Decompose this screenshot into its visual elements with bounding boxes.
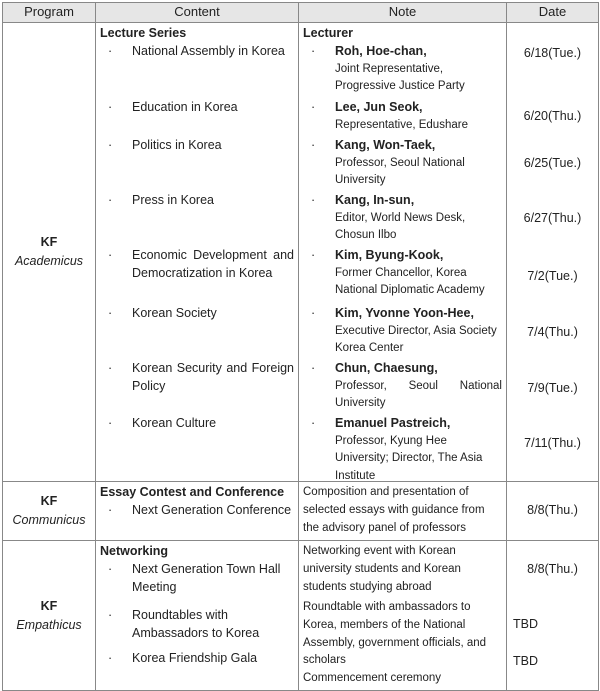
lecturer-title: Joint Representative, Progressive Justice Party xyxy=(335,62,465,93)
lecturer-name: Kang, Won-Taek, xyxy=(335,137,436,152)
bullet-icon: · xyxy=(108,650,113,665)
bullet-icon: · xyxy=(108,415,113,430)
content-item: Economic Development and Democratization in Korea xyxy=(132,247,294,280)
lecturer-name: Roh, Hoe-chan, xyxy=(335,43,427,58)
lecture-date: 7/4(Thu.) xyxy=(527,325,578,340)
content-item: Korea Friendship Gala xyxy=(132,650,258,665)
program-name: Empathicus xyxy=(16,617,82,632)
content-item: National Assembly in Korea xyxy=(132,43,285,58)
bullet-icon: · xyxy=(311,247,316,262)
note-text: Composition and presentation of selected essays with guidance from the advisory panel of professors xyxy=(303,486,485,534)
program-name: Academicus xyxy=(14,254,84,268)
bullet-icon: · xyxy=(311,192,316,207)
lecture-date: 7/11(Thu.) xyxy=(524,436,581,451)
communicus-content xyxy=(96,482,299,541)
lecture-date: 6/18(Tue.) xyxy=(523,46,582,61)
event-date: 8/8(Thu.) xyxy=(527,503,578,518)
lecturer-name: Kim, Yvonne Yoon-Hee, xyxy=(335,305,474,320)
lecturer-title: Former Chancellor, Korea National Diplomatic Academy xyxy=(335,266,485,297)
bullet-icon: · xyxy=(311,99,316,114)
academicus-content xyxy=(96,23,299,482)
lecturer-title: Editor, World News Desk, Chosun Ilbo xyxy=(335,211,466,242)
program-table xyxy=(2,2,599,691)
bullet-icon: · xyxy=(108,305,113,320)
lecturer-name: Kim, Byung-Kook, xyxy=(335,247,444,262)
event-date: TBD xyxy=(513,654,538,669)
bullet-icon: · xyxy=(108,247,113,262)
bullet-icon: · xyxy=(108,137,113,152)
lecturer-name: Lee, Jun Seok, xyxy=(335,99,423,114)
program-empathicus xyxy=(3,541,96,691)
lecturer-name: Kang, In-sun, xyxy=(335,192,415,207)
content-item: Next Generation Conference xyxy=(132,502,292,517)
bullet-icon: · xyxy=(311,137,316,152)
bullet-icon: · xyxy=(108,192,113,207)
lecture-date: 6/27(Thu.) xyxy=(523,211,582,226)
content-item: Education in Korea xyxy=(132,99,238,114)
bullet-icon: · xyxy=(108,502,113,517)
content-item: Roundtables with Ambassadors to Korea xyxy=(132,607,260,640)
lecturer-title: Executive Director, Asia Society Korea Center xyxy=(335,324,497,355)
content-item: Korean Culture xyxy=(132,415,217,430)
bullet-icon: · xyxy=(108,99,113,114)
program-name: Communicus xyxy=(12,513,86,527)
academicus-lecturers xyxy=(299,23,507,482)
bullet-icon: · xyxy=(108,607,113,622)
essay-contest-heading: Essay Contest and Conference xyxy=(100,485,285,499)
lecturer-heading: Lecturer xyxy=(303,26,354,40)
program-kf-label: KF xyxy=(40,598,58,613)
lecturer-title: Professor, Seoul National University xyxy=(335,379,502,410)
communicus-date xyxy=(507,482,599,541)
program-kf-label: KF xyxy=(40,494,58,509)
academicus-dates xyxy=(507,23,599,482)
communicus-note xyxy=(299,482,507,541)
lecturer-name: Chun, Chaesung, xyxy=(335,360,438,375)
program-kf-label: KF xyxy=(40,235,58,250)
bullet-icon: · xyxy=(311,305,316,320)
bullet-icon: · xyxy=(108,43,113,58)
empathicus-dates xyxy=(507,541,599,691)
networking-heading: Networking xyxy=(100,544,169,558)
bullet-icon: · xyxy=(311,415,316,430)
content-item: Korean Society xyxy=(132,305,217,320)
header-note: Note xyxy=(299,3,507,23)
bullet-icon: · xyxy=(108,360,113,375)
lecture-date: 7/2(Tue.) xyxy=(527,269,578,284)
communicus-row xyxy=(3,482,599,541)
content-item: Politics in Korea xyxy=(132,137,222,152)
lecturer-title: Professor, Seoul National University xyxy=(335,156,465,187)
bullet-icon: · xyxy=(311,360,316,375)
header-program: Program xyxy=(3,3,96,23)
header-row xyxy=(3,3,599,23)
lecture-date: 6/25(Tue.) xyxy=(523,156,582,171)
lecturer-name: Emanuel Pastreich, xyxy=(335,415,451,430)
note-text: Commencement ceremony xyxy=(303,672,442,685)
content-item: Press in Korea xyxy=(132,192,214,207)
program-academicus xyxy=(3,23,96,482)
header-date: Date xyxy=(507,3,599,23)
content-item: Korean Security and Foreign Policy xyxy=(132,360,294,393)
note-text: Networking event with Korean university students and Korean students studying abroad xyxy=(303,545,461,593)
lecture-date: 6/20(Thu.) xyxy=(523,109,582,124)
bullet-icon: · xyxy=(108,561,113,576)
program-communicus xyxy=(3,482,96,541)
lecture-date: 7/9(Tue.) xyxy=(527,381,578,396)
academicus-row xyxy=(3,23,599,482)
content-item: Next Generation Town Hall Meeting xyxy=(132,561,281,594)
lecturer-title: Professor, Kyung Hee University; Director, The Asia Institute xyxy=(335,434,483,483)
event-date: TBD xyxy=(513,617,538,632)
empathicus-notes xyxy=(299,541,507,691)
header-content: Content xyxy=(96,3,299,23)
bullet-icon: · xyxy=(311,43,316,58)
event-date: 8/8(Thu.) xyxy=(527,562,578,577)
lecture-series-heading: Lecture Series xyxy=(100,26,187,40)
note-text: Roundtable with ambassadors to Korea, members of the National Assembly, government officials, and scholars xyxy=(303,601,487,667)
empathicus-content xyxy=(96,541,299,691)
empathicus-row xyxy=(3,541,599,691)
lecturer-title: Representative, Edushare xyxy=(335,118,468,131)
